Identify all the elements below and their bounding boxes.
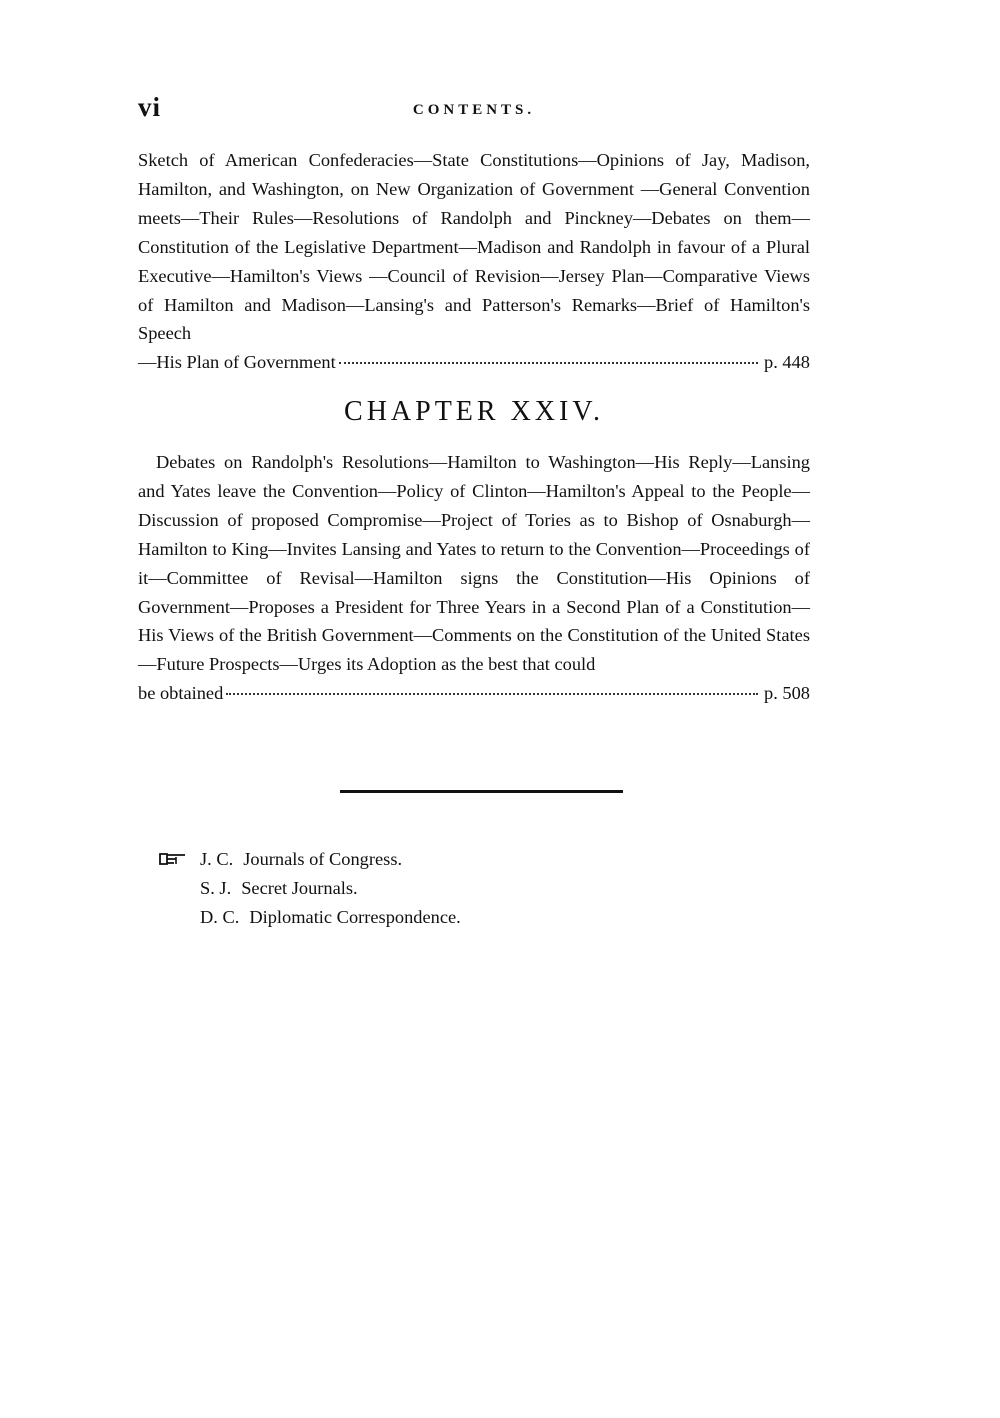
chapter-24-heading: CHAPTER XXIV.: [344, 396, 604, 427]
section-divider: [340, 790, 623, 793]
page-number: vi: [138, 92, 162, 122]
chapter-23-page-line: [138, 348, 810, 377]
chapter-23-last-line: —His Plan of Government: [138, 352, 336, 373]
chapter-24-summary-text: Debates on Randolph's Resolutions—Hamilton to Washington—His Reply—Lansing and Yates leave the Convention—Policy of Clinton—Hamilton's Appeal to the People—Discussion of proposed Compromise—Project of Tories as to Bishop of Osnaburgh—Hamilton to King—Invites Lansing and Yates to return to the Convention—Proceedings of it—Committee of Revisal—Hamilton signs the Constitution—His Opinions of Government—Proposes a President for Three Years in a Second Plan of a Constitution—His Views of the British Government—Comments on the Constitution of the United States—Future Prospects—Urges its Adoption as the best that could: [138, 452, 810, 675]
chapter-24-page-line: [138, 679, 810, 708]
abbreviations-list: [158, 845, 461, 932]
chapter-24-page-ref: p. 508: [764, 683, 810, 704]
running-head: CONTENTS.: [412, 102, 536, 118]
page-header: [138, 92, 810, 132]
abbreviation-meaning: Secret Journals.: [241, 878, 358, 898]
abbreviation-meaning: Journals of Congress.: [243, 849, 403, 869]
chapter-23-summary-text: Sketch of American Confederacies—State Constitutions—Opinions of Jay, Madison, Hamilton, and Washington, on New Organization of Government —General Convention meets—Their Rules—Resolutions of Randolph and Pinckney—Debates on them—Constitution of the Legislative Department—Madison and Randolph in favour of a Plural Executive—Hamilton's Views —Council of Revision—Jersey Plan—Comparative Views of Hamilton and Madison—Lansing's and Patterson's Remarks—Brief of Hamilton's Speech: [138, 150, 810, 344]
abbreviation-meaning: Diplomatic Correspondence.: [249, 907, 461, 927]
abbreviation-code: D. C.: [200, 907, 240, 927]
dot-leader: [339, 362, 758, 364]
chapter-24-summary: [138, 448, 810, 708]
abbreviation-item: [158, 845, 461, 874]
chapter-23-page-ref: p. 448: [764, 352, 810, 373]
chapter-23-summary: [138, 146, 810, 377]
abbreviation-code: J. C.: [200, 849, 234, 869]
abbreviation-item: [158, 874, 461, 903]
abbreviation-code: S. J.: [200, 878, 232, 898]
dot-leader: [226, 693, 758, 695]
chapter-24-last-line: be obtained: [138, 683, 224, 704]
abbreviation-item: [158, 903, 461, 932]
pointing-hand-icon: [158, 852, 188, 866]
